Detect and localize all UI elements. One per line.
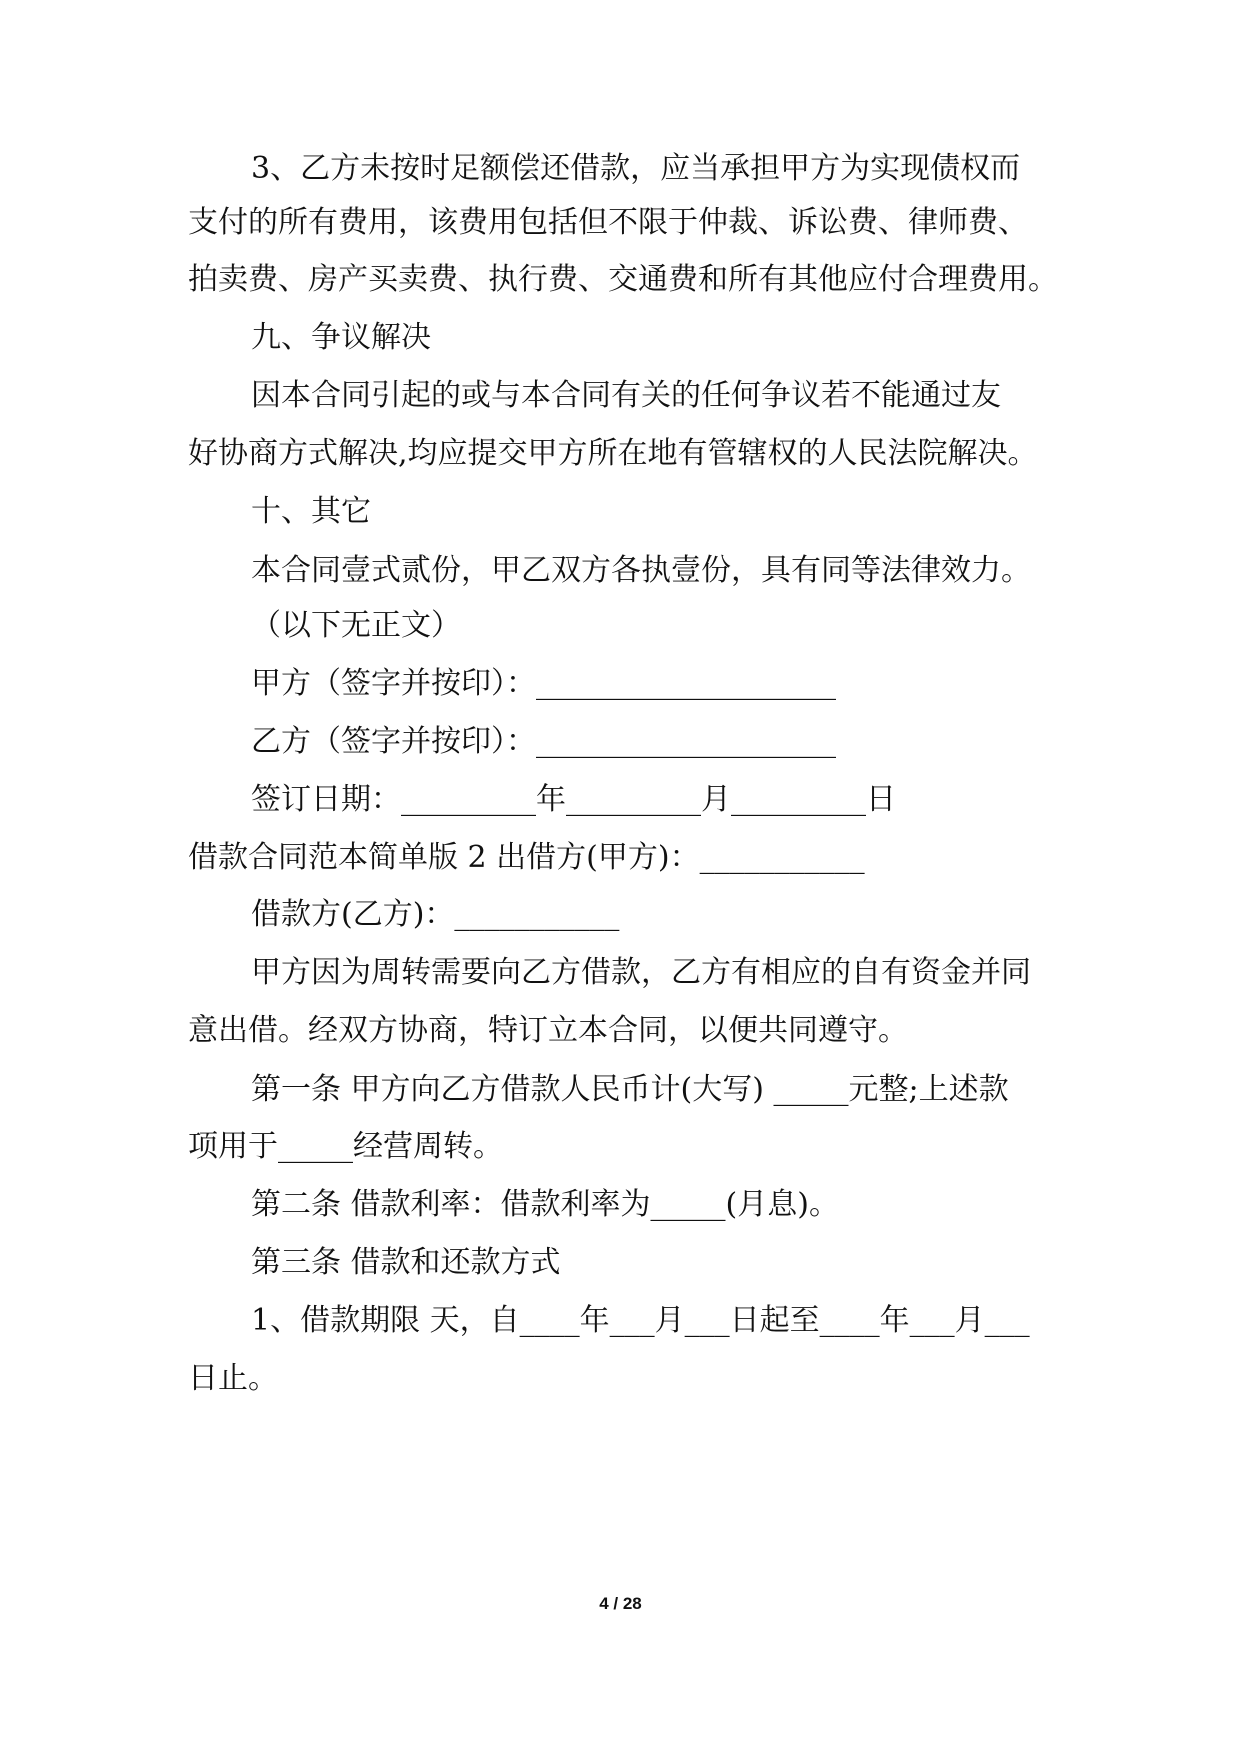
- text-line: 本合同壹式贰份，甲乙双方各执壹份，具有同等法律效力。: [251, 553, 1031, 588]
- text-line: 3、乙方未按时足额偿还借款，应当承担甲方为实现债权而: [251, 151, 1021, 186]
- text-line: 拍卖费、房产买卖费、执行费、交通费和所有其他应付合理费用。: [188, 262, 1058, 297]
- signing-date-line: 签订日期：_________年_________月_________日: [251, 782, 896, 817]
- text-line: 甲方因为周转需要向乙方借款，乙方有相应的自有资金并同: [251, 955, 1031, 990]
- signature-line-party-a: 甲方（签字并按印）：____________________: [251, 666, 836, 701]
- article-one-line: 第一条 甲方向乙方借款人民币计(大写) _____元整;上述款: [251, 1072, 1009, 1107]
- text-line: 支付的所有费用，该费用包括但不限于仲裁、诉讼费、律师费、: [188, 205, 1028, 240]
- article-three-heading: 第三条 借款和还款方式: [251, 1245, 561, 1280]
- text-line: 项用于_____经营周转。: [188, 1129, 503, 1164]
- signature-line-party-b: 乙方（签字并按印）：____________________: [251, 724, 836, 759]
- page-number: 4 / 28: [599, 1594, 642, 1613]
- section-heading: 十、其它: [251, 494, 371, 529]
- contract-title-line: 借款合同范本简单版 2 出借方(甲方)：___________: [188, 840, 865, 875]
- section-heading: 九、争议解决: [251, 320, 431, 355]
- text-line: （以下无正文）: [251, 608, 461, 643]
- article-two-line: 第二条 借款利率：借款利率为_____(月息)。: [251, 1187, 839, 1222]
- borrower-line: 借款方(乙方)：___________: [251, 897, 620, 932]
- text-line: 好协商方式解决,均应提交甲方所在地有管辖权的人民法院解决。: [188, 436, 1038, 471]
- text-line: 因本合同引起的或与本合同有关的任何争议若不能通过友: [251, 378, 1001, 413]
- text-line: 1、借款期限 天，自____年___月___日起至____年___月___: [251, 1303, 1030, 1338]
- text-line: 意出借。经双方协商，特订立本合同，以便共同遵守。: [188, 1013, 908, 1048]
- text-line: 日止。: [188, 1361, 278, 1396]
